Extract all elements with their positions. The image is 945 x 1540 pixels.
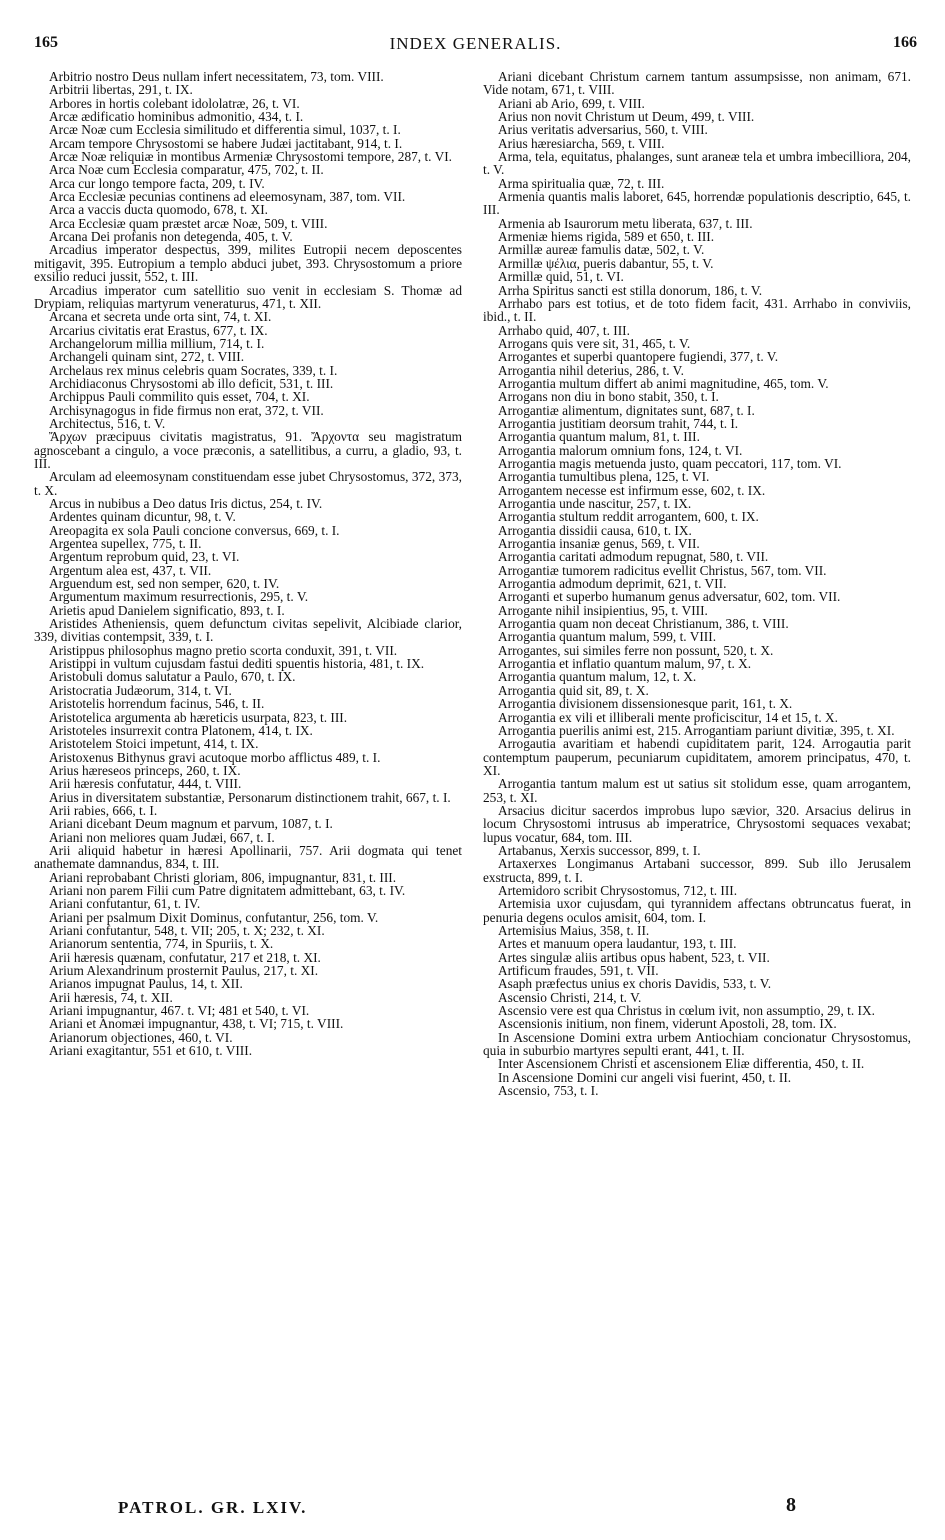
index-entry: Ardentes quinam dicuntur, 98, t. V. bbox=[49, 509, 236, 525]
index-entry: Arca Ecclesiæ pecunias continens ad eleemosynam, 387, tom. VII. bbox=[49, 189, 406, 205]
index-entry: Aristotelica argumenta ab hæreticis usurpata, 823, t. III. bbox=[49, 709, 348, 725]
index-entry: Arietis apud Danielem significatio, 893, t. I. bbox=[49, 602, 285, 618]
index-entry: Areopagita ex sola Pauli concione conversus, 669, t. I. bbox=[49, 522, 340, 538]
index-entry: Arrogantia divisionem dissensionesque parit, 161, t. X. bbox=[498, 696, 793, 712]
index-entry: Arcana et secreta unde orta sint, 74, t. XI. bbox=[49, 309, 272, 325]
index-entry: Artemisia uxor cujusdam, qui tyrannidem affectans obtruncatus fuerat, in penuria degens oculos amisit, 604, tom. I. bbox=[483, 896, 911, 925]
index-entry: Arrogantia quantum malum, 12, t. X. bbox=[498, 669, 697, 685]
index-entry: Ariani dicebant Christum carnem tantum assumpsisse, non animam, 671. Vide notam, 671, t. VIII. bbox=[483, 69, 911, 98]
index-entry: Arrogantia nihil deterius, 286, t. V. bbox=[498, 362, 684, 378]
index-entry: Arrogantes et superbi quantopere fugiendi, 377, t. V. bbox=[498, 349, 779, 365]
index-entry: Artes singulæ aliis artibus opus habent, 523, t. VII. bbox=[498, 949, 770, 965]
index-entry: Arrhabo quid, 407, t. III. bbox=[498, 322, 630, 338]
index-entry: Arrogantia justitiam deorsum trahit, 744, t. I. bbox=[498, 415, 739, 431]
index-entry: Arius in diversitatem substantiæ, Personarum distinctionem trahit, 667, t. I. bbox=[49, 789, 451, 805]
index-entry: Arius non novit Christum ut Deum, 499, t. VIII. bbox=[498, 109, 755, 125]
index-entry: Aristotelem Stoici impetunt, 414, t. IX. bbox=[49, 736, 259, 752]
index-entry: Ariani non meliores quam Judæi, 667, t. I. bbox=[49, 829, 275, 845]
index-entry: Arrogantia tantum malum est ut satius sit stolidum esse, quam arrogantem, 253, t. XI. bbox=[483, 776, 911, 805]
index-entry: Arius hæreseos princeps, 260, t. IX. bbox=[49, 762, 241, 778]
index-entry: Arrogantia quid sit, 89, t. X. bbox=[498, 682, 649, 698]
index-entry: Armillæ quid, 51, t. VI. bbox=[498, 269, 624, 285]
index-entry: Architectus, 516, t. V. bbox=[49, 415, 166, 431]
index-entry: Arrogantia quam non deceat Christianum, 386, t. VIII. bbox=[498, 616, 789, 632]
index-entry: Arius hæresiarcha, 569, t. VIII. bbox=[498, 135, 665, 151]
index-entry: Artemisius Maius, 358, t. II. bbox=[498, 923, 650, 938]
index-entry: Arrogantia tumultibus plena, 125, t. VI. bbox=[498, 469, 710, 485]
index-entry: Arrogantia dissidii causa, 610, t. IX. bbox=[498, 522, 692, 538]
index-entry: Arrogantem necesse est infirmum esse, 602, t. IX. bbox=[498, 482, 766, 498]
footer-signature-number: 8 bbox=[786, 1494, 796, 1516]
index-entry: Arca Ecclesiæ quam præstet arcæ Noæ, 509, t. VIII. bbox=[49, 215, 328, 231]
index-entry: Ariani exagitantur, 551 et 610, t. VIII. bbox=[49, 1043, 253, 1059]
index-entry: Arrogantia caritati admodum repugnat, 580, t. VII. bbox=[498, 549, 769, 565]
index-entry: Arbitrio nostro Deus nullam infert necessitatem, 73, tom. VIII. bbox=[49, 69, 384, 84]
index-entry: Ascensio, 753, t. I. bbox=[498, 1083, 599, 1099]
index-entry: Ariani reprobabant Christi gloriam, 806, impugnantur, 831, t. III. bbox=[49, 869, 397, 885]
index-entry: Artaxerxes Longimanus Artabani successor, 899. Sub illo Jerusalem exstructa, 899, t. I. bbox=[483, 856, 911, 885]
index-entry: Arius veritatis adversarius, 560, t. VIII. bbox=[498, 122, 708, 138]
index-entry: Arianos impugnat Paulus, 14, t. XII. bbox=[49, 976, 243, 992]
index-entry: Aristocratia Judæorum, 314, t. VI. bbox=[49, 682, 232, 698]
index-entry: Argentum reprobum quid, 23, t. VI. bbox=[49, 549, 240, 565]
index-entry: Arcæ Noæ reliquiæ in montibus Armeniæ Chrysostomi tempore, 287, t. VI. bbox=[49, 149, 453, 165]
index-entry: Armillæ ψέλια, pueris dabantur, 55, t. V. bbox=[498, 255, 714, 271]
index-entry: Arianorum objectiones, 460, t. VI. bbox=[49, 1029, 233, 1045]
index-entry: Arii hæresis, 74, t. XII. bbox=[49, 989, 173, 1005]
index-entry: Arrogantia multum differt ab animi magnitudine, 465, tom. V. bbox=[498, 375, 829, 391]
index-entry: Arcæ ædificatio hominibus admonitio, 434, t. I. bbox=[49, 109, 304, 125]
footer-volume-label: PATROL. GR. LXIV. bbox=[118, 1498, 308, 1517]
index-entry: Arrogautia avaritiam et habendi cupiditatem parit, 124. Arrogautia parit contemptum pauperum, pecuniarum cupiditatem, amorem principatus, 470, t. XI. bbox=[483, 736, 911, 778]
index-entry: In Ascensione Domini cur angeli visi fuerint, 450, t. II. bbox=[498, 1069, 792, 1085]
index-entry: Arrha Spiritus sancti est stilla donorum, 186, t. V. bbox=[498, 282, 763, 298]
index-entry: Ariani et Anomæi impugnantur, 438, t. VI; 715, t. VIII. bbox=[49, 1016, 344, 1032]
index-entry: Arcana Dei profanis non detegenda, 405, t. V. bbox=[49, 229, 293, 245]
page-title: INDEX GENERALIS. bbox=[389, 34, 562, 53]
index-entry: Argentea supellex, 775, t. II. bbox=[49, 536, 202, 552]
index-entry: Arrogantia quantum malum, 81, t. III. bbox=[498, 429, 700, 445]
index-entry: Arium Alexandrinum prosternit Paulus, 217, t. XI. bbox=[49, 963, 319, 979]
index-entry: Inter Ascensionem Christi et ascensionem Eliæ differentia, 450, t. II. bbox=[498, 1056, 865, 1072]
index-entry: Arrogante nihil insipientius, 95, t. VIII. bbox=[498, 602, 708, 618]
index-entry: Aristides Atheniensis, quem defunctum civitas sepelivit, Alcibiade clarior, 339, divitias contempsit, 339, t. I. bbox=[34, 616, 462, 645]
index-entry: Arbores in hortis colebant idololatræ, 26, t. VI. bbox=[49, 95, 300, 111]
index-entry: Aristotelis horrendum facinus, 546, t. II. bbox=[49, 696, 265, 712]
index-entry: Arrogantia quantum malum, 599, t. VIII. bbox=[498, 629, 717, 645]
index-entry: Arrogans quis vere sit, 31, 465, t. V. bbox=[498, 335, 691, 351]
index-entry: Arrogantia stultum reddit arrogantem, 600, t. IX. bbox=[498, 509, 759, 525]
index-entry: Arii hæresis quænam, confutatur, 217 et 218, t. XI. bbox=[49, 949, 321, 965]
index-entry: Arii rabies, 666, t. I. bbox=[49, 802, 158, 818]
page-number-right: 166 bbox=[893, 34, 917, 51]
index-entry: Arrogantia ex vili et illiberali mente proficiscitur, 14 et 15, t. X. bbox=[498, 709, 839, 725]
index-entry: Ariani confutantur, 61, t. IV. bbox=[49, 896, 201, 912]
index-entry: Ascensio vere est qua Christus in cœlum ivit, non assumptio, 29, t. IX. bbox=[498, 1003, 875, 1019]
index-entry: Aristoxenus Bithynus gravi acutoque morbo afflictus 489, t. I. bbox=[49, 749, 381, 765]
index-entry: Archangeli quinam sint, 272, t. VIII. bbox=[49, 349, 245, 365]
index-entry: Ascensio Christi, 214, t. V. bbox=[498, 989, 642, 1005]
index-entry: Arsacius dicitur sacerdos improbus lupo sævior, 320. Arsacius delirus in locum Chrysostomi intrusus ab imperatrice, Chrysostomi sequaces vexabat; lupus vocatur, 684, tom. III. bbox=[483, 802, 911, 845]
index-entry: Artabanus, Xerxis successor, 899, t. I. bbox=[498, 842, 701, 858]
index-entry: Arrogantes, sui similes ferre non possunt, 520, t. X. bbox=[498, 642, 774, 658]
index-entry: Arianorum sententia, 774, in Spuriis, t. X. bbox=[49, 936, 274, 952]
index-entry: Arrogantiæ tumorem radicitus evellit Christus, 567, tom. VII. bbox=[498, 562, 827, 578]
index-entry: Armeniæ hiems rigida, 589 et 650, t. III. bbox=[498, 229, 715, 245]
index-entry: Archelaus rex minus celebris quam Socrates, 339, t. I. bbox=[49, 362, 338, 378]
left-index-column bbox=[34, 70, 462, 1057]
index-entry: Arcam tempore Chrysostomi se habere Judæi jactitabant, 914, t. I. bbox=[49, 135, 403, 151]
index-entry: Arii aliquid habetur in hæresi Apollinarii, 757. Arii dogmata qui tenet anathemate damnandus, 834, t. III. bbox=[34, 842, 462, 872]
index-entry: Argentum alea est, 437, t. VII. bbox=[49, 562, 212, 578]
index-entry: Ἄρχων præcipuus civitatis magistratus, 91. Ἄρχοντα seu magistratum agnoscebant a cingulo, a voce præconis, a satellitibus, a curru, a gladio, 93, t. III. bbox=[34, 429, 462, 471]
index-entry: Armenia ab Isaurorum metu liberata, 637, t. III. bbox=[498, 215, 753, 231]
index-entry: Ariani non parem Filii cum Patre dignitatem admittebant, 63, t. IV. bbox=[49, 882, 406, 898]
index-entry: In Ascensione Domini extra urbem Antiochiam concionatur Chrysostomus, quia in suburbio martyres sepulti erant, 441, t. II. bbox=[483, 1029, 911, 1059]
index-entry: Arrhabo pars est totius, et de toto fidem facit, 431. Arrhabo in conviviis, ibid., t. II. bbox=[483, 295, 911, 325]
index-entry: Aristippus philosophus magno pretio scorta conduxit, 391, t. VII. bbox=[49, 642, 398, 658]
index-entry: Arbitrii libertas, 291, t. IX. bbox=[49, 82, 193, 98]
index-entry: Arrogantiæ alimentum, dignitates sunt, 687, t. I. bbox=[498, 402, 755, 418]
index-entry: Arma, tela, equitatus, phalanges, sunt araneæ tela et umbra imbecilliora, 204, t. V. bbox=[483, 149, 911, 178]
index-entry: Arcadius imperator cum satellitio suo venit in ecclesiam S. Thomæ ad Drypiam, reliquias martyrum veneraturus, 471, t. XII. bbox=[34, 282, 462, 311]
index-entry: Aristoteles insurrexit contra Platonem, 414, t. IX. bbox=[49, 722, 313, 738]
index-entry: Aristippi in vultum cujusdam fastui dediti spuentis historia, 481, t. IX. bbox=[49, 656, 425, 672]
index-entry: Arrogantia et inflatio quantum malum, 97, t. X. bbox=[498, 656, 752, 672]
index-entry: Arroganti et superbo humanum genus adversatur, 602, tom. VII. bbox=[498, 589, 841, 605]
index-entry: Ariani confutantur, 548, t. VII; 205, t. X; 232, t. XI. bbox=[49, 923, 325, 938]
index-entry: Artemidoro scribit Chrysostomus, 712, t. III. bbox=[498, 882, 738, 898]
index-entry: Arculam ad eleemosynam constituendam esse jubet Chrysostomus, 372, 373, t. X. bbox=[34, 469, 462, 498]
index-entry: Arrogantia magis metuenda justo, quam peccatori, 117, tom. VI. bbox=[498, 455, 842, 471]
index-entry: Arcadius imperator despectus, 399, milites Eutropii necem deposcentes mitigavit, 395. Eutropium a templo abduci jubet, 393. Chrysostomum a priore exsilio reduci jussit, 552, t. III. bbox=[34, 242, 462, 285]
index-entry: Arrogantia insaniæ genus, 569, t. VII. bbox=[498, 536, 700, 552]
index-entry: Ariani impugnantur, 467. t. VI; 481 et 540, t. VI. bbox=[49, 1003, 310, 1019]
index-entry: Aristobuli domus salutatur a Paulo, 670, t. IX. bbox=[49, 669, 296, 685]
index-entry: Archangelorum millia millium, 714, t. I. bbox=[49, 335, 265, 351]
index-entry: Ariani ab Ario, 699, t. VIII. bbox=[498, 95, 645, 111]
index-entry: Arrogantia malorum omnium fons, 124, t. VI. bbox=[498, 442, 743, 458]
index-entry: Argumentum maximum resurrectionis, 295, t. V. bbox=[49, 589, 309, 605]
page-header bbox=[34, 34, 917, 56]
index-entry: Arii hæresis confutatur, 444, t. VIII. bbox=[49, 776, 242, 792]
index-entry: Archisynagogus in fide firmus non erat, 372, t. VII. bbox=[49, 402, 324, 418]
index-entry: Armillæ aureæ famulis datæ, 502, t. V. bbox=[498, 242, 705, 258]
index-entry: Arca cur longo tempore facta, 209, t. IV. bbox=[49, 175, 265, 191]
index-entry: Artificum fraudes, 591, t. VII. bbox=[498, 963, 659, 979]
index-entry: Arca a vaccis ducta quomodo, 678, t. XI. bbox=[49, 202, 268, 218]
page-number-left: 165 bbox=[34, 34, 58, 51]
index-entry: Archidiaconus Chrysostomi ab illo deficit, 531, t. III. bbox=[49, 375, 334, 391]
index-entry: Arguendum est, sed non semper, 620, t. IV. bbox=[49, 576, 280, 592]
index-entry: Arcus in nubibus a Deo datus Iris dictus, 254, t. IV. bbox=[49, 496, 323, 511]
index-entry: Arca Noæ cum Ecclesia comparatur, 475, 702, t. II. bbox=[49, 162, 324, 178]
index-entry: Arrogantia puerilis animi est, 215. Arrogantiam pariunt divitiæ, 395, t. XI. bbox=[498, 722, 895, 738]
index-entry: Ariani per psalmum Dixit Dominus, confutantur, 256, tom. V. bbox=[49, 909, 379, 925]
index-entry: Ascensionis initium, non finem, viderunt Apostoli, 28, tom. IX. bbox=[498, 1016, 837, 1032]
index-entry: Artes et manuum opera laudantur, 193, t. III. bbox=[498, 936, 737, 952]
index-entry: Arcarius civitatis erat Erastus, 677, t. IX. bbox=[49, 322, 268, 338]
index-entry: Arrogantia admodum deprimit, 621, t. VII. bbox=[498, 576, 727, 592]
index-entry: Arcæ Noæ cum Ecclesia similitudo et differentia simul, 1037, t. I. bbox=[49, 122, 401, 138]
index-entry: Archippus Pauli commilito quis esset, 704, t. XI. bbox=[49, 389, 310, 405]
index-entry: Arrogantia unde nascitur, 257, t. IX. bbox=[498, 496, 692, 511]
index-entry: Armenia quantis malis laboret, 645, horrendæ populationis descriptio, 645, t. III. bbox=[483, 189, 911, 218]
index-entry: Arrogans non diu in bono stabit, 350, t. I. bbox=[498, 389, 719, 405]
index-entry: Asaph præfectus unius ex choris Davidis, 533, t. V. bbox=[498, 976, 772, 992]
right-index-column bbox=[483, 70, 911, 1097]
index-entry: Arma spiritualia quæ, 72, t. III. bbox=[498, 175, 665, 191]
index-entry: Ariani dicebant Deum magnum et parvum, 1087, t. I. bbox=[49, 816, 333, 832]
